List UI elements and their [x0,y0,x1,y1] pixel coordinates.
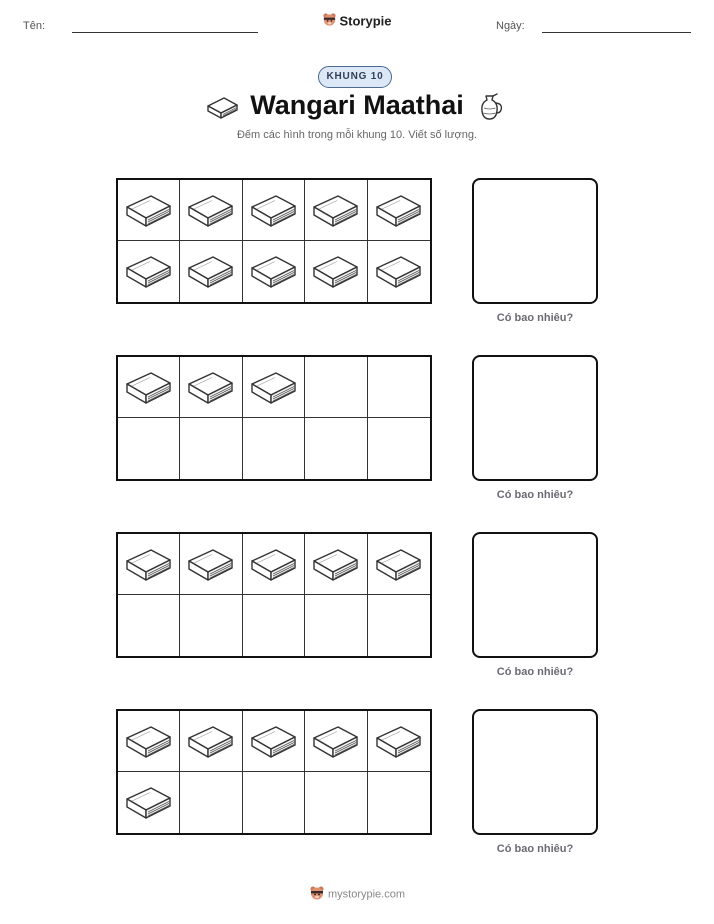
ten-frame-cell [243,534,305,595]
book-icon [311,544,361,584]
answer-box[interactable] [472,532,598,658]
ten-frame-cell [368,418,430,479]
book-icon [374,544,424,584]
book-icon [311,721,361,761]
book-icon [186,367,236,407]
answer-box[interactable] [472,178,598,304]
ten-frame-cell [180,180,242,241]
book-icon [186,190,236,230]
ten-frame-cell [180,534,242,595]
book-icon [186,721,236,761]
book-icon [374,251,424,291]
ten-frame-cell [368,357,430,418]
ten-frame-cell [118,534,180,595]
answer-label: Có bao nhiêu? [496,312,574,324]
ten-frame [116,709,432,835]
ten-frame-cell [243,772,305,833]
ten-frame-cell [118,711,180,772]
ten-frame-cell [180,418,242,479]
ten-frame-cell [368,711,430,772]
frame-type-badge: KHUNG 10 [318,66,392,88]
book-icon [124,190,174,230]
brand-name: Storypie [339,13,392,29]
book-icon [249,544,299,584]
ten-frame-cell [180,595,242,656]
book-icon [374,190,424,230]
date-label: Ngày: [496,20,525,32]
instructions: Đếm các hình trong mỗi khung 10. Viết số lượng. [236,129,477,141]
book-icon [124,721,174,761]
book-icon [374,721,424,761]
ten-frame-cell [368,534,430,595]
book-icon [311,190,361,230]
footer-url[interactable]: mystorypie.com [327,888,406,901]
page-title: Wangari Maathai [250,90,464,120]
ten-frame-cell [243,595,305,656]
book-icon [124,367,174,407]
book-icon [124,544,174,584]
ten-frame-cell [243,711,305,772]
book-icon [249,190,299,230]
ten-frame-cell [368,241,430,302]
answer-label: Có bao nhiêu? [496,666,574,678]
footer [0,885,714,904]
storypie-mascot-icon [322,12,337,30]
date-line[interactable] [542,32,691,33]
ten-frame-cell [118,180,180,241]
storypie-mascot-icon [309,885,325,904]
ten-frame-cell [243,241,305,302]
ten-frame [116,532,432,658]
ten-frame-cell [243,418,305,479]
ten-frame-cell [305,357,367,418]
ten-frame-cell [118,595,180,656]
ten-frame-cell [243,357,305,418]
ten-frame-cell [305,772,367,833]
ten-frame-cell [305,241,367,302]
answer-box[interactable] [472,709,598,835]
ten-frame-cell [180,241,242,302]
book-icon [249,367,299,407]
ten-frame-cell [305,180,367,241]
ten-frame-cell [368,772,430,833]
ten-frame-cell [243,180,305,241]
ten-frame-cell [305,595,367,656]
pitcher-icon [477,91,505,128]
ten-frame-cell [180,772,242,833]
name-label: Tên: [23,20,46,32]
answer-label: Có bao nhiêu? [496,489,574,501]
ten-frame-cell [368,595,430,656]
book-icon [311,251,361,291]
ten-frame [116,355,432,481]
book-icon [249,251,299,291]
book-icon [124,251,174,291]
ten-frame-cell [118,357,180,418]
ten-frame-cell [118,772,180,833]
ten-frame [116,178,432,304]
ten-frame-cell [368,180,430,241]
ten-frame-cell [305,534,367,595]
ten-frame-cell [305,711,367,772]
book-icon [249,721,299,761]
ten-frame-cell [118,418,180,479]
answer-label: Có bao nhiêu? [496,843,574,855]
ten-frame-cell [180,711,242,772]
name-line[interactable] [72,32,258,33]
book-icon [186,544,236,584]
book-icon [186,251,236,291]
ten-frame-cell [180,357,242,418]
ten-frame-cell [118,241,180,302]
answer-box[interactable] [472,355,598,481]
ten-frame-cell [305,418,367,479]
book-icon [124,782,174,822]
brand [0,12,714,30]
